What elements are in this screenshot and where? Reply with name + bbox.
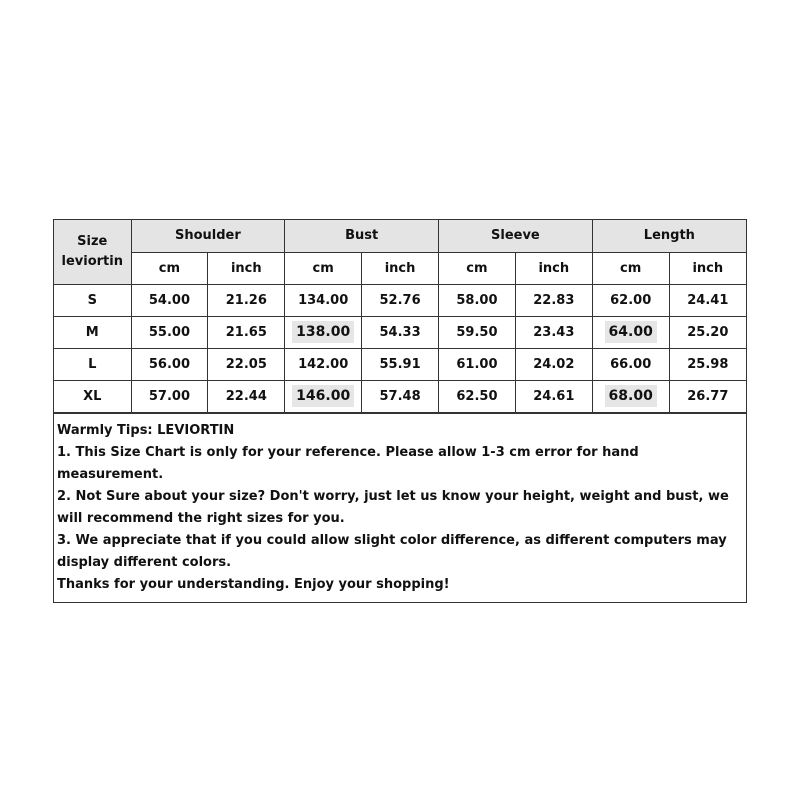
table-cell: 22.44 — [208, 380, 285, 412]
group-bust: Bust — [285, 220, 439, 252]
table-cell: 21.65 — [208, 316, 285, 348]
group-sleeve: Sleeve — [439, 220, 593, 252]
size-chart — [53, 219, 747, 603]
tips-line-3: 3. We appreciate that if you could allow slight color difference, as different computers may display different colors. — [57, 532, 727, 570]
table-cell: 61.00 — [439, 348, 516, 380]
table-cell: 58.00 — [439, 284, 516, 316]
tips-section — [54, 413, 746, 602]
unit-cm: cm — [439, 252, 516, 284]
size-header — [54, 220, 131, 284]
table-cell: 22.05 — [208, 348, 285, 380]
unit-cm: cm — [285, 252, 362, 284]
table-cell: 59.50 — [439, 316, 516, 348]
size-header-line2: leviortin — [61, 253, 123, 269]
size-header-line1: Size — [77, 233, 108, 249]
unit-inch: inch — [515, 252, 592, 284]
tips-line-2: 2. Not Sure about your size? Don't worry, just let us know your height, weight and bust, we will recommend the right sizes for you. — [57, 488, 729, 526]
table-cell: 23.43 — [515, 316, 592, 348]
group-shoulder: Shoulder — [131, 220, 285, 252]
tips-title: Warmly Tips: LEVIORTIN — [57, 422, 235, 438]
table-cell: 21.26 — [208, 284, 285, 316]
table-cell: 52.76 — [362, 284, 439, 316]
table-cell: 57.48 — [362, 380, 439, 412]
table-row — [54, 284, 746, 316]
unit-cm: cm — [131, 252, 208, 284]
highlighted-value: 64.00 — [605, 321, 657, 343]
table-cell: 24.41 — [669, 284, 746, 316]
table-cell: 54.00 — [131, 284, 208, 316]
table-cell: 62.00 — [592, 284, 669, 316]
size-table — [54, 220, 746, 413]
table-row — [54, 348, 746, 380]
size-label: XL — [54, 380, 131, 412]
size-label: M — [54, 316, 131, 348]
size-label: L — [54, 348, 131, 380]
unit-inch: inch — [362, 252, 439, 284]
highlighted-value: 138.00 — [292, 321, 354, 343]
table-cell: 24.61 — [515, 380, 592, 412]
highlighted-value: 68.00 — [605, 385, 657, 407]
table-cell: 56.00 — [131, 348, 208, 380]
table-cell: 24.02 — [515, 348, 592, 380]
table-cell: 55.00 — [131, 316, 208, 348]
table-cell: 62.50 — [439, 380, 516, 412]
tips-line-1: 1. This Size Chart is only for your reference. Please allow 1-3 cm error for hand measurement. — [57, 444, 639, 482]
group-header-row — [54, 220, 746, 252]
group-length: Length — [592, 220, 746, 252]
table-cell: 22.83 — [515, 284, 592, 316]
table-cell: 142.00 — [285, 348, 362, 380]
table-cell — [592, 380, 669, 412]
table-cell: 55.91 — [362, 348, 439, 380]
tips-closing: Thanks for your understanding. Enjoy your shopping! — [57, 576, 450, 592]
table-cell: 25.20 — [669, 316, 746, 348]
table-cell — [285, 316, 362, 348]
table-row — [54, 316, 746, 348]
table-cell — [592, 316, 669, 348]
table-cell: 66.00 — [592, 348, 669, 380]
table-cell: 57.00 — [131, 380, 208, 412]
highlighted-value: 146.00 — [292, 385, 354, 407]
table-row — [54, 380, 746, 412]
unit-inch: inch — [208, 252, 285, 284]
unit-cm: cm — [592, 252, 669, 284]
size-label: S — [54, 284, 131, 316]
table-cell: 26.77 — [669, 380, 746, 412]
table-cell: 25.98 — [669, 348, 746, 380]
unit-header-row — [54, 252, 746, 284]
table-cell — [285, 380, 362, 412]
table-cell: 54.33 — [362, 316, 439, 348]
unit-inch: inch — [669, 252, 746, 284]
table-cell: 134.00 — [285, 284, 362, 316]
